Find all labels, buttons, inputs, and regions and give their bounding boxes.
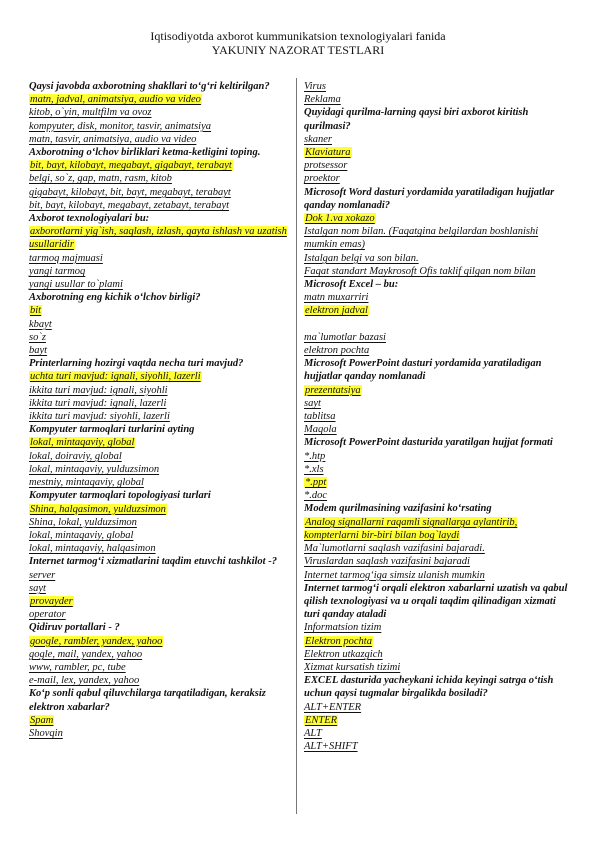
question-text: Microsoft Word dasturi yordamida yaratiladigan hujjatlar qanday nomlanadi? <box>304 186 555 211</box>
answer-option: *.doc <box>304 490 328 502</box>
answer-option: ikkita turi mavjud: ignali, siyohli <box>29 384 168 396</box>
right-column <box>304 80 572 753</box>
answer-option: kbayt <box>29 318 52 330</box>
question-text: Axborotning o‘lchov birliklari ketma-ketligini toping. <box>29 147 261 159</box>
correct-answer-option <box>29 714 291 727</box>
correct-answer-option <box>304 304 572 317</box>
left-column <box>29 80 291 740</box>
answer-option: ikkita turi mavjud: siyohli, lazerli <box>29 411 170 423</box>
answer-option: gogle, mail, yandex, yahoo <box>29 648 143 660</box>
answer-highlight: google, rambler, yandex, yahoo <box>30 635 163 647</box>
answer-highlight: bit, bayt, kilobayt, megabayt, gigabayt, terabayt <box>30 160 232 172</box>
column-divider <box>296 78 297 814</box>
answer-option: server <box>29 569 56 581</box>
answer-option: e-mail, lex, yandex, yahoo <box>29 675 140 687</box>
header-line-2: YAKUNIY NAZORAT TESTLARI <box>211 43 385 57</box>
question-text: EXCEL dasturida yacheykani ichida keyingi satrga o‘tish uchun qaysi tugmalar birgalikda bosiladi? <box>304 675 554 700</box>
answer-option: Shovqin <box>29 727 63 739</box>
question-text: Kompyuter tarmoqlari turlarini ayting <box>29 424 195 436</box>
answer-option: bit, bayt, kilobayt, megabayt, zetabayt, terabayt <box>29 199 230 211</box>
correct-answer-option <box>29 503 291 516</box>
answer-option: skaner <box>304 133 332 145</box>
answer-option: elektron pochta <box>304 345 370 357</box>
answer-option <box>304 318 572 331</box>
answer-highlight: *.ppt <box>305 477 327 489</box>
answer-option: ALT <box>304 727 322 739</box>
question-text: Ko‘p sonli qabul qiluvchilarga tarqatiladigan, keraksiz elektron xabarlar? <box>29 688 266 713</box>
answer-highlight: prezentatsiya <box>305 384 361 396</box>
correct-answer-option <box>304 212 572 225</box>
answer-option: matn, tasvir, animatsiya, audio va video <box>29 133 197 145</box>
correct-answer-option <box>29 159 291 172</box>
answer-highlight: Elektron pochta <box>305 635 372 647</box>
answer-option: protsessor <box>304 160 348 172</box>
answer-highlight: provayder <box>30 595 73 607</box>
answer-option: Viruslardan saqlash vazifasini bajaradi <box>304 556 470 568</box>
answer-highlight: matn, jadval, animatsiya, audio va video <box>30 94 201 106</box>
question-text: Kompyuter tarmoqlari topologiyasi turlari <box>29 490 211 502</box>
answer-option: www, rambler, pc, tube <box>29 661 126 673</box>
question-text: Internet tarmog‘i xizmatlarini taqdim etuvchi tashkilot -? <box>29 556 277 568</box>
question-text: Modem qurilmasining vazifasini ko‘rsating <box>304 503 492 515</box>
answer-option: lokal, mintaqaviy, yulduzsimon <box>29 463 160 475</box>
answer-option: lokal, mintaqaviy, halqasimon <box>29 543 156 555</box>
question-text: Microsoft Excel – bu: <box>304 279 399 291</box>
answer-option: kompyuter, disk, monitor, tasvir, animatsiya <box>29 120 211 132</box>
answer-option: matn muxarriri <box>304 292 369 304</box>
question-text: Quyidagi qurilma-larning qaysi biri axborot kiritish qurilmasi? <box>304 107 529 132</box>
correct-answer-option <box>304 714 572 727</box>
answer-highlight: ENTER <box>305 714 338 726</box>
answer-option: Reklama <box>304 94 341 106</box>
answer-option: so`z <box>29 331 46 343</box>
answer-option: Istalgan nom bilan. (Faqatgina belgilardan boshlanishi mumkin emas) <box>304 226 539 251</box>
header-line-1: Iqtisodiyotda axborot kummunikatsion texnologiyalari fanida <box>150 29 446 43</box>
answer-option: sayt <box>304 397 321 409</box>
answer-option: ALT+SHIFT <box>304 741 358 753</box>
answer-option: *.xls <box>304 463 324 475</box>
answer-highlight: uchta turi mavjud: ignali, siyohli, lazerli <box>30 371 201 383</box>
answer-highlight: Klaviatura <box>305 147 351 159</box>
answer-option: tarmoq majmuasi <box>29 252 103 264</box>
question-text: Axborot texnologiyalari bu: <box>29 213 150 225</box>
correct-answer-option <box>29 370 291 383</box>
answer-option: kitob, o`yin, multfilm va ovoz <box>29 107 152 119</box>
answer-highlight: Dok 1.va xokazo <box>305 213 375 225</box>
answer-option: Shina, lokal, yulduzsimon <box>29 516 137 528</box>
answer-option: lokal, mintaqaviy, global <box>29 529 134 541</box>
correct-answer-option <box>29 595 291 608</box>
document-header <box>0 29 596 57</box>
answer-highlight: bit <box>30 305 42 317</box>
answer-option: Ma`lumotlarni saqlash vazifasini bajaradi. <box>304 543 485 555</box>
correct-answer-option <box>29 436 291 449</box>
answer-option: Virus <box>304 81 326 92</box>
question-text: Printerlarning hozirgi vaqtda necha turi mavjud? <box>29 358 244 370</box>
correct-answer-option <box>304 635 572 648</box>
answer-option: proektor <box>304 173 340 185</box>
answer-option: Xizmat kursatish tizimi <box>304 661 401 673</box>
answer-option: yangi usullar to`plami <box>29 279 123 291</box>
correct-answer-option <box>304 476 572 489</box>
correct-answer-option <box>304 516 572 542</box>
question-text: Qaysi javobda axborotning shakllari to‘g‘ri keltirilgan? <box>29 81 270 92</box>
answer-highlight: Spam <box>30 714 54 726</box>
answer-option: ma`lumotlar bazasi <box>304 331 386 343</box>
answer-highlight: axborotlarni yig`ish, saqlash, izlash, qayta ishlash va uzatish usullaridir <box>29 226 287 251</box>
answer-option: Maqola <box>304 424 337 436</box>
answer-option: yangi tarmoq <box>29 265 86 277</box>
question-text: Internet tarmog‘i orqali elektron xabarlarni uzatish va qabul qilish texnologiyasi va u orqali taqdim qilinadigan xizmati turi qanday ataladi <box>304 582 568 621</box>
answer-option: sayt <box>29 582 46 594</box>
answer-option: operator <box>29 609 66 621</box>
answer-option: Internet tarmog‘iga simsiz ulanish mumkin <box>304 569 485 581</box>
answer-option: tablitsa <box>304 411 336 423</box>
question-text: Qidiruv portallari - ? <box>29 622 120 634</box>
question-text: Microsoft PowerPoint dasturida yaratilgan hujjat formati <box>304 437 553 449</box>
answer-option: ikkita turi mavjud: ignali, lazerli <box>29 397 167 409</box>
correct-answer-option <box>29 225 291 251</box>
question-text: Microsoft PowerPoint dasturi yordamida yaratiladigan hujjatlar qanday nomlanadi <box>304 358 542 383</box>
answer-option: mestniy, mintaqaviy, global <box>29 477 144 489</box>
answer-option: Istalgan belgi va son bilan. <box>304 252 419 264</box>
answer-highlight: lokal, mintaqaviy, global <box>30 437 135 449</box>
answer-option: belgi, so`z, gap, matn, rasm, kitob <box>29 173 172 185</box>
answer-option: Elektron utkazgich <box>304 648 383 660</box>
answer-highlight: elektron jadval <box>305 305 368 317</box>
answer-highlight: Analog signallarni raqamli signallarga aylantirib, kompterlarni bir-biri bilan bog`laydi <box>304 516 518 541</box>
answer-highlight: Shina, halqasimon, yulduzsimon <box>30 503 166 515</box>
answer-option: *.htp <box>304 450 326 462</box>
correct-answer-option <box>29 93 291 106</box>
correct-answer-option <box>304 384 572 397</box>
answer-option: Informatsion tizim <box>304 622 382 634</box>
answer-option: gigabayt, kilobayt, bit, bayt, megabayt, terabayt <box>29 186 231 198</box>
correct-answer-option <box>304 146 572 159</box>
correct-answer-option <box>29 635 291 648</box>
answer-option: Faqat standart Maykrosoft Ofis taklif qilgan nom bilan <box>304 265 536 277</box>
answer-option: lokal, doiraviy, global <box>29 450 122 462</box>
answer-option: ALT+ENTER <box>304 701 362 713</box>
answer-option: bayt <box>29 345 48 357</box>
question-text: Axborotning eng kichik o‘lchov birligi? <box>29 292 201 304</box>
correct-answer-option <box>29 304 291 317</box>
